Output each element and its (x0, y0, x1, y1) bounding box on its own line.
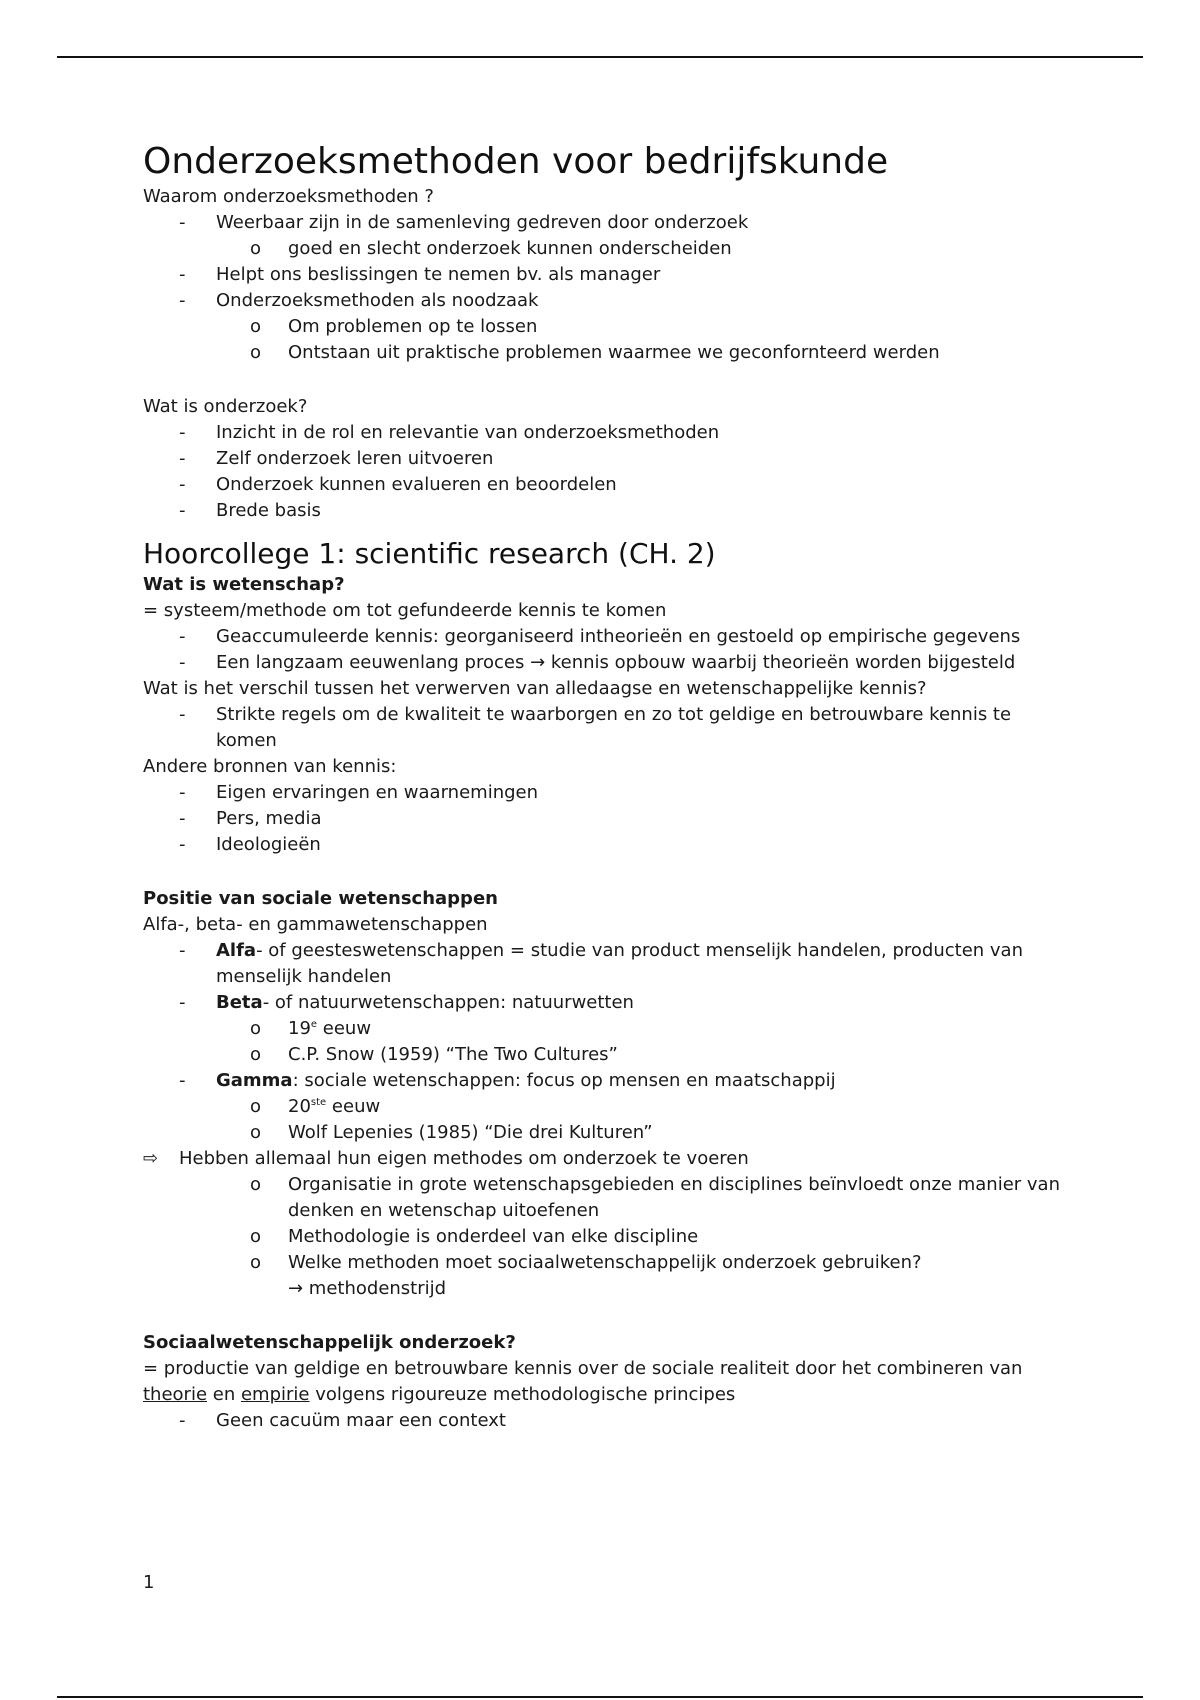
list-item: - Onderzoeksmethoden als noodzaak (179, 290, 539, 311)
page-title: Onderzoeksmethoden voor bedrijfskunde (143, 141, 889, 182)
question-text: Wat is het verschil tussen het verwerven van alledaagse en wetenschappelijke kennis? (143, 678, 927, 699)
list-item: - Pers, media (179, 808, 322, 829)
list-item: - Eigen ervaringen en waarnemingen (179, 782, 539, 803)
list-item: - Inzicht in de rol en relevantie van onderzoeksmethoden (179, 422, 720, 443)
list-item: o Ontstaan uit praktische problemen waarmee we geconfornteerd werden (250, 342, 940, 363)
list-item: - Brede basis (179, 500, 321, 521)
positie-heading: Positie van sociale wetenschappen (143, 888, 498, 909)
list-item: o Organisatie in grote wetenschapsgebieden en disciplines beïnvloedt onze manier van (250, 1174, 1060, 1195)
question-heading: Wat is wetenschap? (143, 574, 345, 595)
document-page (143, 140, 1093, 1434)
list-item: o C.P. Snow (1959) “The Two Cultures” (250, 1044, 618, 1065)
sociaal-heading: Sociaalwetenschappelijk onderzoek? (143, 1332, 516, 1353)
list-item: - Strikte regels om de kwaliteit te waarborgen en zo tot geldige en betrouwbare kennis te (179, 704, 1012, 725)
definition-text: theorie en empirie volgens rigoureuze methodologische principes (143, 1384, 736, 1405)
list-item: - Weerbaar zijn in de samenleving gedreven door onderzoek (179, 212, 749, 233)
list-item: o Wolf Lepenies (1985) “Die drei Kulturen” (250, 1122, 653, 1143)
list-item: - Onderzoek kunnen evalueren en beoordelen (179, 474, 617, 495)
list-item: o Methodologie is onderdeel van elke discipline (250, 1226, 699, 1247)
sources-heading: Andere bronnen van kennis: (143, 756, 397, 777)
definition-text: = productie van geldige en betrouwbare kennis over de sociale realiteit door het combineren van (143, 1358, 1023, 1379)
list-item: - Helpt ons beslissingen te nemen bv. als manager (179, 264, 661, 285)
definition-text: = systeem/methode om tot gefundeerde kennis te komen (143, 600, 667, 621)
list-item: - Zelf onderzoek leren uitvoeren (179, 448, 494, 469)
list-item: - Geaccumuleerde kennis: georganiseerd intheorieën en gestoeld op empirische gegevens (179, 626, 1021, 647)
list-item: - Ideologieën (179, 834, 321, 855)
list-item-continuation: denken en wetenschap uitoefenen (288, 1200, 600, 1221)
footer-rule (57, 1696, 1143, 1698)
list-item: - Gamma: sociale wetenschappen: focus op mensen en maatschappij (179, 1070, 836, 1091)
list-item: - Beta- of natuurwetenschappen: natuurwetten (179, 992, 634, 1013)
list-item: o 19e eeuw (250, 1018, 372, 1039)
section-heading-hoorcollege: Hoorcollege 1: scientific research (CH. 2) (143, 537, 716, 570)
arrow-icon: ⇨ (143, 1148, 159, 1169)
list-item: o goed en slecht onderzoek kunnen onderscheiden (250, 238, 732, 259)
list-item-continuation: komen (216, 730, 277, 751)
list-item: o Om problemen op te lossen (250, 316, 538, 337)
list-item-continuation: menselijk handelen (216, 966, 392, 987)
arrow-item: ⇨ Hebben allemaal hun eigen methodes om onderzoek te voeren (143, 1146, 1093, 1172)
list-item: - Alfa- of geesteswetenschappen = studie van product menselijk handelen, producten van (179, 940, 1023, 961)
list-item: - Geen cacuüm maar een context (179, 1410, 506, 1431)
page-number: 1 (143, 1572, 155, 1593)
waarom-heading: Waarom onderzoeksmethoden ? (143, 186, 434, 207)
header-rule (57, 56, 1143, 58)
positie-subtitle: Alfa-, beta- en gammawetenschappen (143, 914, 488, 935)
list-item: - Een langzaam eeuwenlang proces → kennis opbouw waarbij theorieën worden bijgesteld (179, 652, 1016, 673)
list-item-continuation: → methodenstrijd (288, 1278, 447, 1299)
watis-heading: Wat is onderzoek? (143, 396, 308, 417)
list-item: o 20ste eeuw (250, 1096, 381, 1117)
list-item: o Welke methoden moet sociaalwetenschappelijk onderzoek gebruiken? (250, 1252, 922, 1273)
